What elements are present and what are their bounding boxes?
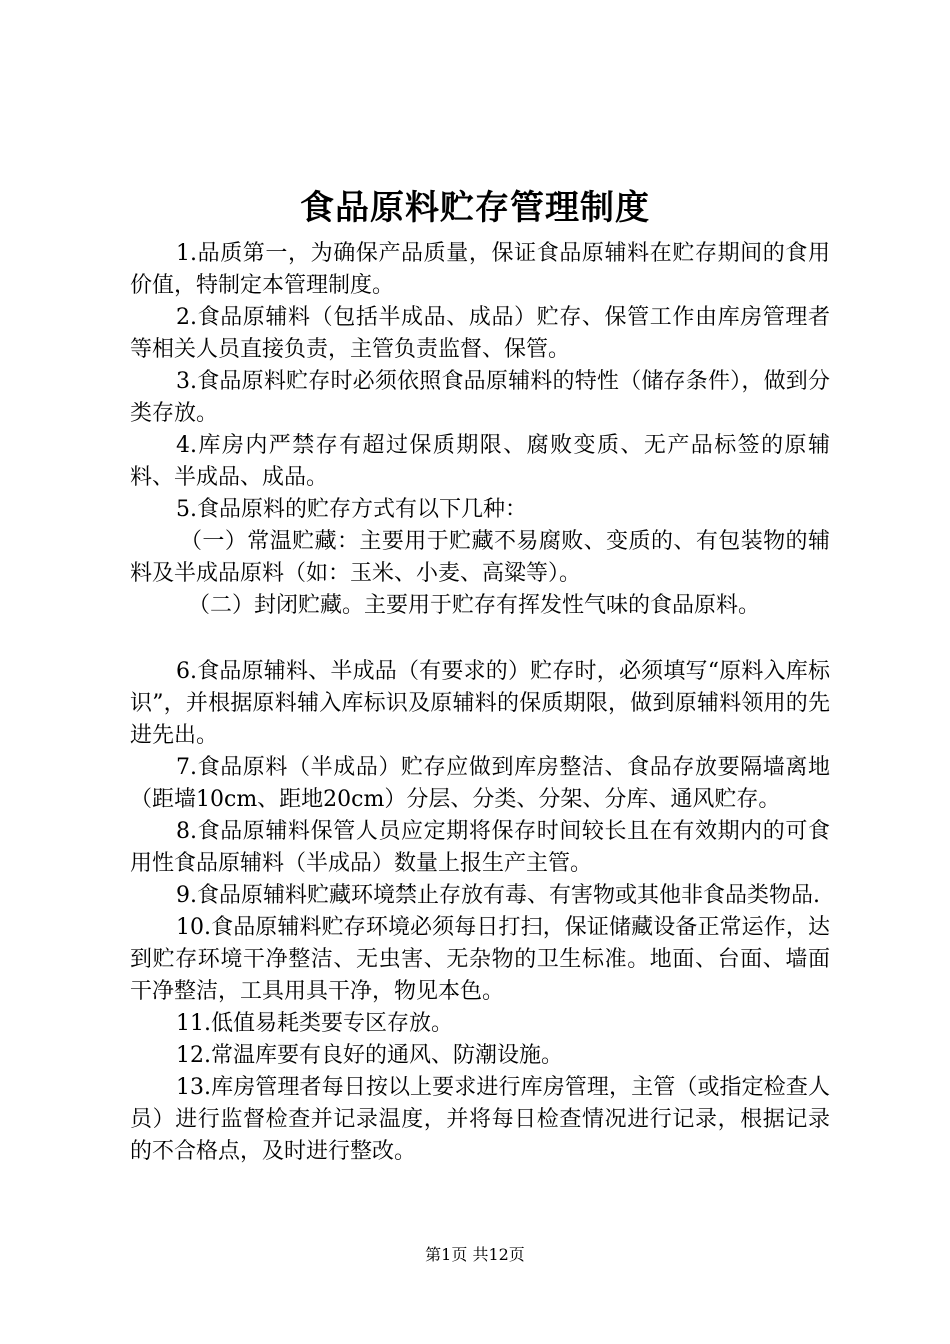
paragraph-2: 2.食品原辅料（包括半成品、成品）贮存、保管工作由库房管理者等相关人员直接负责，主管负责监督、保管。 xyxy=(130,305,830,362)
paragraph-7: 7.食品原料（半成品）贮存应做到库房整洁、食品存放要隔墙离地（距墙10cm、距地20cm）分层、分类、分架、分库、通风贮存。 xyxy=(130,755,830,812)
document-title: 食品原料贮存管理制度 xyxy=(300,188,650,228)
paragraph-6: 6.食品原辅料、半成品（有要求的）贮存时，必须填写“原料入库标识”，并根据原料辅入库标识及原辅料的保质期限，做到原辅料领用的先进先出。 xyxy=(130,659,830,748)
paragraph-8: 8.食品原辅料保管人员应定期将保存时间较长且在有效期内的可食用性食品原辅料（半成品）数量上报生产主管。 xyxy=(130,819,830,876)
paragraph-5: 5.食品原料的贮存方式有以下几种： xyxy=(176,497,527,522)
paragraph-10: 10.食品原辅料贮存环境必须每日打扫，保证储藏设备正常运作，达到贮存环境干净整洁、无虫害、无杂物的卫生标准。地面、台面、墙面干净整洁，工具用具干净，物见本色。 xyxy=(130,915,830,1004)
paragraph-gap xyxy=(130,622,830,656)
paragraph-5-item-1: （一）常温贮藏：主要用于贮藏不易腐败、变质的、有包装物的辅料及半成品原料（如：玉米、小麦、高粱等）。 xyxy=(130,529,830,586)
paragraph-12: 12.常温库要有良好的通风、防潮设施。 xyxy=(176,1043,563,1068)
paragraph-4: 4.库房内严禁存有超过保质期限、腐败变质、无产品标签的原辅料、半成品、成品。 xyxy=(130,433,830,490)
paragraph-1: 1.品质第一，为确保产品质量，保证食品原辅料在贮存期间的食用价值，特制定本管理制度。 xyxy=(130,241,830,298)
paragraph-9: 9.食品原辅料贮藏环境禁止存放有毒、有害物或其他非食品类物品. xyxy=(176,883,820,908)
paragraph-13: 13.库房管理者每日按以上要求进行库房管理，主管（或指定检查人员）进行监督检查并记录温度，并将每日检查情况进行记录，根据记录的不合格点，及时进行整改。 xyxy=(130,1075,830,1164)
paragraph-11: 11.低值易耗类要专区存放。 xyxy=(176,1011,453,1036)
page-footer: 第1页 共12页 xyxy=(425,1245,525,1264)
document-body xyxy=(130,238,830,1168)
paragraph-3: 3.食品原料贮存时必须依照食品原辅料的特性（储存条件），做到分类存放。 xyxy=(130,369,830,426)
paragraph-5-item-2: （二）封闭贮藏。主要用于贮存有挥发性气味的食品原料。 xyxy=(188,593,761,618)
